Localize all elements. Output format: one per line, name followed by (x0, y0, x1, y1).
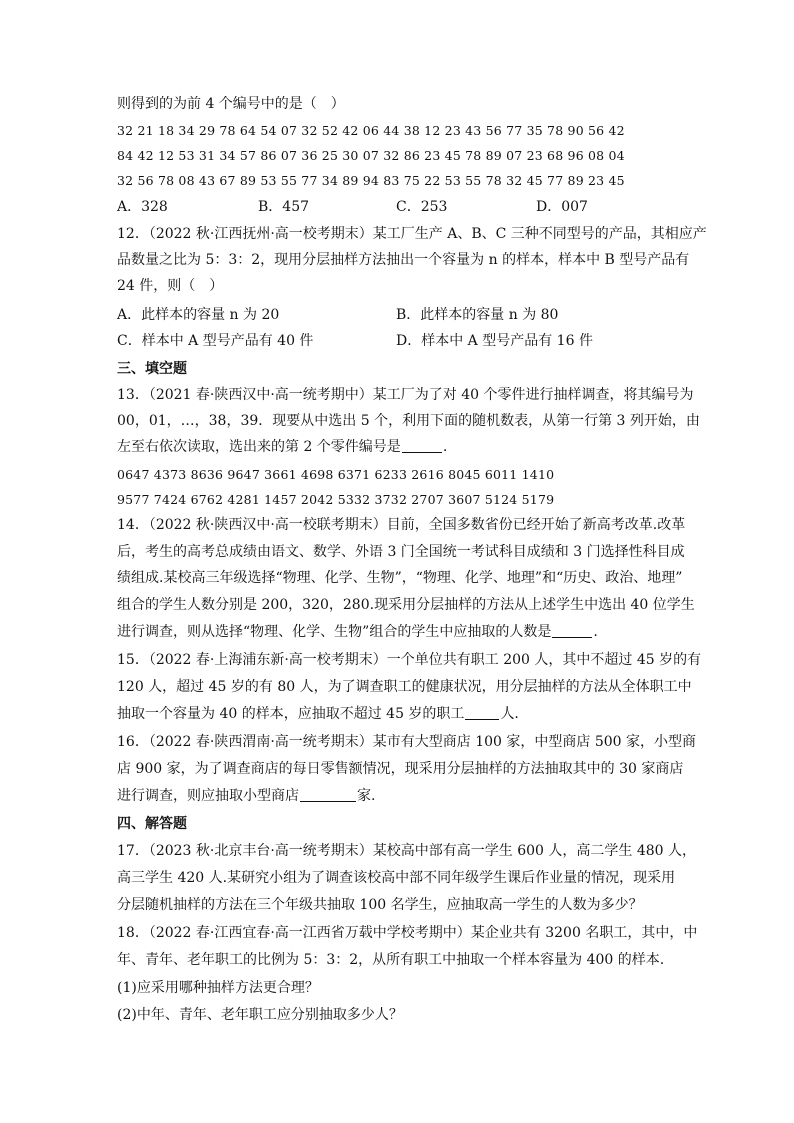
q11-option-b: B．457 (258, 199, 310, 215)
q16-line-2: 店 900 家，为了调查商店的每日零售额情况，现采用分层抽样的方法抽取其中的 30 家商店 (117, 761, 684, 777)
q13-random-row-2: 9577 7424 6762 4281 1457 2042 5332 3732 2707 3607 5124 5179 (117, 492, 555, 507)
answer-blank (402, 438, 442, 453)
q14-line-4: 组合的学生人数分别是 200，320，280.现采用分层抽样的方法从上述学生中选出 40 位学生 (117, 597, 695, 613)
q15-line-1: 15．（2022 春·上海浦东新·高一校考期末）一个单位共有职工 200 人，其中不超过 45 岁的有 (117, 652, 702, 668)
q14-line-1: 14．（2022 秋·陕西汉中·高一校联考期末）目前，全国多数省份已经开始了新高考改革.改革 (117, 517, 686, 533)
q14-line-3: 绩组成.某校高三年级选择“物理、化学、生物”，“物理、化学、地理”和“历史、政治、地理” (117, 570, 683, 586)
q17-line-1: 17．（2023 秋·北京丰台·高一统考期末）某校高中部有高一学生 600 人，高二学生 480 人， (117, 843, 697, 859)
q14-line-5-text: 进行调查，则从选择“物理、化学、生物”组合的学生中应抽取的人数是 (117, 624, 552, 640)
q12-line-3: 24 件，则（ ） (117, 278, 224, 294)
q13-line-3-text: 左至右依次读取，选出来的第 2 个零件编号是 (117, 439, 401, 455)
q14-line-2: 后，考生的高考总成绩由语文、数学、外语 3 门全国统一考试科目成绩和 3 门选择性科目成 (117, 544, 685, 560)
answer-blank (552, 623, 592, 638)
q13-random-row-1: 0647 4373 8636 9647 3661 4698 6371 6233 2616 8045 6011 1410 (117, 467, 555, 482)
section-heading-fill-in: 三、填空题 (117, 361, 187, 377)
q12-option-b: B．此样本的容量 n 为 80 (396, 307, 559, 323)
answer-blank (465, 705, 499, 720)
q11-option-c: C．253 (396, 199, 448, 215)
q12-option-a: A．此样本的容量 n 为 20 (117, 307, 280, 323)
q18-sub-question-1: (1)应采用哪种抽样方法更合理？ (117, 980, 319, 996)
q13-line-1: 13．（2021 春·陕西汉中·高一统考期中）某工厂为了对 40 个零件进行抽样调查，将其编号为 (117, 387, 694, 403)
q13-line-3-end: . (442, 439, 448, 455)
q11-option-a: A．328 (117, 199, 168, 215)
answer-blank (300, 787, 356, 802)
q18-line-2: 年、青年、老年职工的比例为 5：3：2，从所有职工中抽取一个样本容量为 400 的样本. (117, 952, 665, 968)
random-table-row-1: 32 21 18 34 29 78 64 54 07 32 52 42 06 44 38 12 23 43 56 77 35 78 90 56 42 (117, 123, 625, 138)
q14-line-5 (117, 623, 697, 641)
random-table-row-3: 32 56 78 08 43 67 89 53 55 77 34 89 94 83 75 22 53 55 78 32 45 77 89 23 45 (117, 173, 625, 188)
q15-line-3-end: 人. (500, 706, 519, 722)
q11-option-d: D．007 (536, 199, 588, 215)
q15-line-3-text: 抽取一个容量为 40 的样本，应抽取不超过 45 岁的职工 (117, 706, 465, 722)
q16-line-3-text: 进行调查，则应抽取小型商店 (117, 788, 299, 804)
q13-line-3 (117, 438, 697, 456)
q16-line-3-end: 家. (357, 788, 376, 804)
q15-line-2: 120 人，超过 45 岁的有 80 人，为了调查职工的健康状况，用分层抽样的方法从全体职工中 (117, 679, 692, 695)
q17-line-3: 分层随机抽样的方法在三个年级共抽取 100 名学生，应抽取高一学生的人数为多少？ (117, 897, 643, 913)
q12-line-2: 品数量之比为 5：3：2，现用分层抽样方法抽出一个容量为 n 的样本，样本中 B 型号产品有 (117, 252, 690, 268)
q12-option-c: C．样本中 A 型号产品有 40 件 (117, 333, 314, 349)
q12-line-1: 12．（2022 秋·江西抚州·高一校考期末）某工厂生产 A、B、C 三种不同型号的产品，其相应产 (117, 226, 707, 242)
q16-line-1: 16．（2022 春·陕西渭南·高一统考期末）某市有大型商店 100 家，中型商店 500 家，小型商 (117, 734, 697, 750)
q16-line-3 (117, 787, 697, 805)
q12-option-d: D．样本中 A 型号产品有 16 件 (396, 333, 593, 349)
q17-line-2: 高三学生 420 人.某研究小组为了调查该校高中部不同年级学生课后作业量的情况，现采用 (117, 870, 676, 886)
q18-sub-question-2: (2)中年、青年、老年职工应分别抽取多少人？ (117, 1007, 403, 1023)
q18-line-1: 18．（2022 春·江西宜春·高一江西省万载中学校考期中）某企业共有 3200 名职工，其中，中 (117, 925, 698, 941)
q15-line-3 (117, 705, 697, 723)
q14-line-5-end: . (593, 624, 598, 640)
random-table-row-2: 84 42 12 53 31 34 57 86 07 36 25 30 07 32 86 23 45 78 89 07 23 68 96 08 04 (117, 148, 625, 163)
q13-line-2: 00，01，…，38，39．现要从中选出 5 个，利用下面的随机数表，从第一行第 3 列开始，由 (117, 413, 700, 429)
section-heading-solutions: 四、解答题 (117, 816, 187, 832)
q11-stem-tail: 则得到的为前 4 个编号中的是（ ） (117, 96, 345, 112)
